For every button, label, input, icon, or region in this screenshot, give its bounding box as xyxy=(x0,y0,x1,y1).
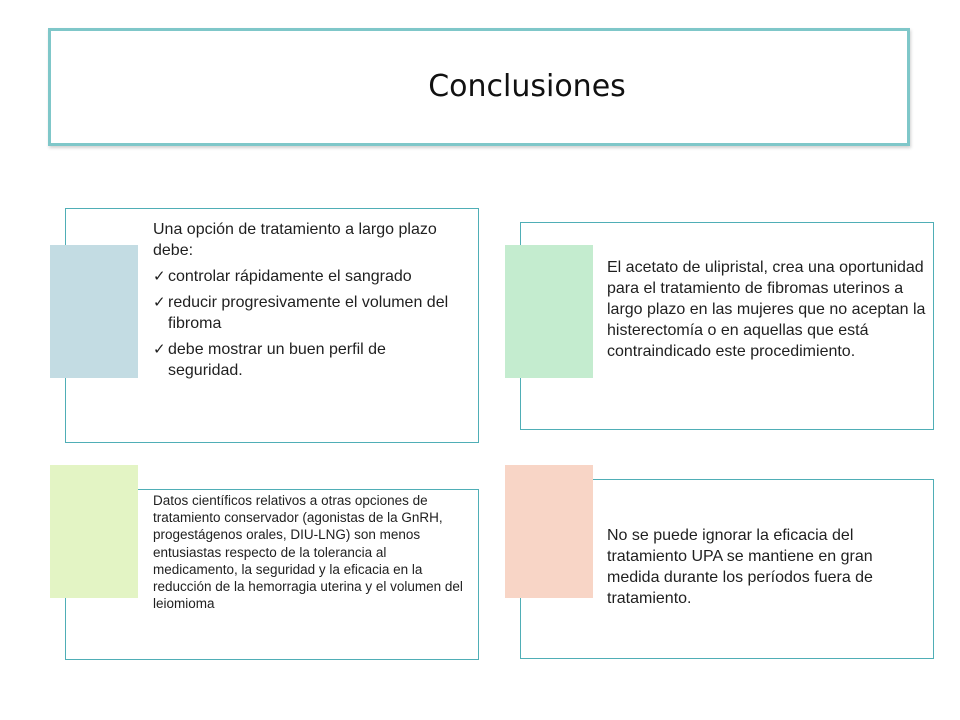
list-item-label: debe mostrar un buen perfil de seguridad. xyxy=(168,341,386,379)
title-box xyxy=(48,28,910,146)
card-accent-swatch-blue xyxy=(50,245,138,378)
checkmark-icon: ✓ xyxy=(153,293,166,311)
list-item-label: controlar rápidamente el sangrado xyxy=(168,268,412,285)
list-item xyxy=(153,266,463,287)
card-other-options-text: Datos científicos relativos a otras opciones de tratamiento conservador (agonistas de la GnRH, progestágenos orales, DIU-LNG) son menos entusiastas respecto de la tolerancia al medicamento, la seguridad y la eficacia en la reducción de la hemorragia uterina y el volumen del leiomioma xyxy=(153,493,463,612)
requirements-intro: Una opción de tratamiento a largo plazo debe: xyxy=(153,221,437,259)
card-accent-swatch-green xyxy=(505,245,593,378)
list-item xyxy=(153,292,463,334)
card-accent-swatch-peach xyxy=(505,465,593,598)
checkmark-icon: ✓ xyxy=(153,267,166,285)
checkmark-icon: ✓ xyxy=(153,340,166,358)
card-upa-efficacy-text: No se puede ignorar la eficacia del tratamiento UPA se mantiene en gran medida durante los períodos fuera de tratamiento. xyxy=(607,527,873,607)
page-title: Conclusiones xyxy=(428,69,626,104)
card-accent-swatch-yellowgreen xyxy=(50,465,138,598)
list-item-label: reducir progresivamente el volumen del fibroma xyxy=(168,294,449,332)
list-item xyxy=(153,339,463,381)
card-treatment-requirements-text xyxy=(153,219,463,381)
card-ulipristal-text: El acetato de ulipristal, crea una oportunidad para el tratamiento de fibromas uterinos a largo plazo en las mujeres que no aceptan la histerectomía o en aquellas que está contraindicado este procedimiento. xyxy=(607,259,926,360)
